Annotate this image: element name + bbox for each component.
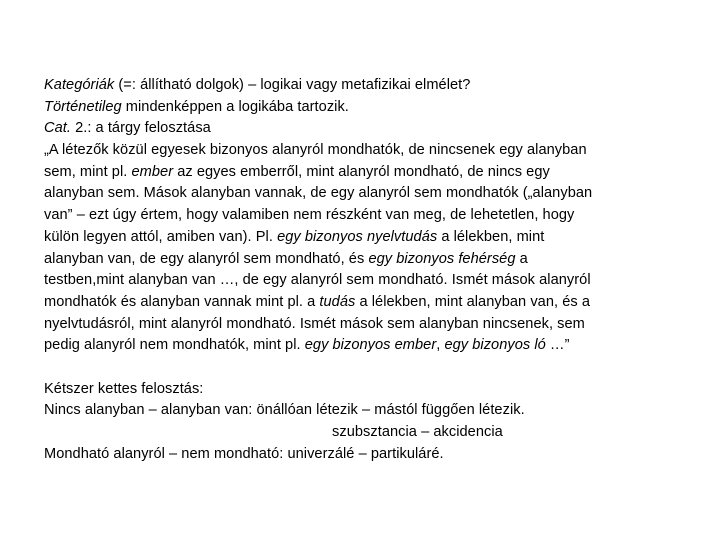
text-run: pedig alanyról nem mondhatók, mint pl. bbox=[44, 337, 305, 354]
text-run: alanyban van, de egy alanyról sem mondható, és bbox=[44, 250, 369, 267]
text-run: sem, mint pl. bbox=[44, 163, 132, 180]
text-run: külön legyen attól, amiben van). Pl. bbox=[44, 228, 278, 245]
italic-text: Történetileg bbox=[44, 98, 122, 115]
text-line bbox=[44, 270, 664, 292]
text-line bbox=[44, 205, 664, 227]
text-line bbox=[44, 314, 664, 336]
text-run: alanyban sem. Mások alanyban vannak, de egy alanyról sem mondhatók („alanyban bbox=[44, 185, 593, 202]
text-line bbox=[44, 97, 664, 119]
text-line bbox=[44, 140, 664, 162]
text-run: mondhatók és alanyban vannak mint pl. a bbox=[44, 293, 320, 310]
text-run: „A létezők közül egyesek bizonyos alanyról mondhatók, de nincsenek egy alanyban bbox=[44, 142, 587, 159]
italic-text: ember bbox=[131, 163, 174, 180]
division-line-3: Mondható alanyról – nem mondható: univerzálé – partikuláré. bbox=[44, 445, 444, 462]
italic-text: egy bizonyos ember bbox=[304, 337, 437, 354]
paragraph-gap bbox=[44, 357, 664, 379]
italic-text: egy bizonyos nyelvtudás bbox=[277, 228, 438, 245]
text-line bbox=[44, 118, 664, 140]
text-block bbox=[44, 75, 664, 465]
text-run: …” bbox=[545, 337, 570, 354]
text-run: nyelvtudásról, mint alanyról mondható. Ismét mások sem alanyban nincsenek, sem bbox=[44, 315, 585, 332]
italic-text: tudás bbox=[319, 293, 356, 310]
text-line bbox=[44, 227, 664, 249]
categories-paragraph bbox=[44, 75, 664, 357]
division-line-2 bbox=[44, 422, 664, 444]
italic-text: Cat. bbox=[44, 120, 71, 137]
text-line bbox=[44, 75, 664, 97]
text-run: van” – ezt úgy értem, hogy valamiben nem részként van meg, de lehetetlen, hogy bbox=[44, 207, 575, 224]
text-line bbox=[44, 249, 664, 271]
text-run: , bbox=[436, 337, 445, 354]
division-line-1: Nincs alanyban – alanyban van: önállóan létezik – mástól függően létezik. bbox=[44, 402, 525, 419]
text-line bbox=[44, 162, 664, 184]
italic-text: Kategóriák bbox=[44, 77, 115, 93]
text-run: testben,mint alanyban van …, de egy alanyról sem mondható. Ismét mások alanyról bbox=[44, 272, 591, 289]
division-line-2-text: szubsztancia – akcidencia bbox=[332, 424, 503, 440]
text-run: a lélekben, mint bbox=[437, 228, 545, 245]
text-run: mindenképpen a logikába tartozik. bbox=[121, 98, 349, 115]
text-line bbox=[44, 335, 664, 357]
italic-text: egy bizonyos fehérség bbox=[368, 250, 516, 267]
text-run: az egyes emberről, mint alanyról mondható, de nincs egy bbox=[173, 163, 550, 180]
text-run: 2.: a tárgy felosztása bbox=[70, 120, 211, 137]
text-run: (=: állítható dolgok) – logikai vagy metafizikai elmélet? bbox=[114, 77, 471, 93]
text-run: a lélekben, mint alanyban van, és a bbox=[355, 293, 590, 310]
text-line bbox=[44, 183, 664, 205]
text-line bbox=[44, 292, 664, 314]
division-heading: Kétszer kettes felosztás: bbox=[44, 380, 204, 397]
text-run: a bbox=[515, 250, 528, 267]
italic-text: egy bizonyos ló bbox=[444, 337, 546, 354]
